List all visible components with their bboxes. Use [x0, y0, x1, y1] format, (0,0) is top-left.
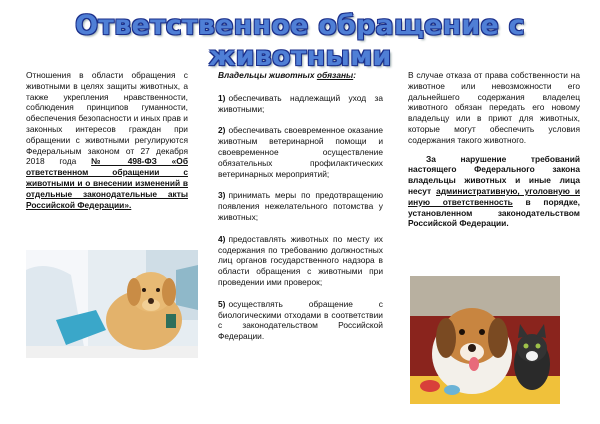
- duty-item: 2) обеспечивать своевременное оказание животным ветеринарной помощи и своевременное осуществление обязательных профилактических ветеринарных мероприятий;: [218, 125, 383, 179]
- vet-dog-photo: [26, 250, 198, 358]
- duties-heading-emph: обязаны: [316, 70, 354, 80]
- owner-duties-column: [218, 70, 383, 353]
- duties-heading-prefix: Владельцы животных: [218, 70, 317, 80]
- penalty-text: За нарушение требований настоящего Федерального закона владельцы животных и иные лица несут административную, уголовную и иную ответственность в порядке, установленном законодательством Российской Федерации.: [408, 153, 580, 229]
- penalty-types: административную, уголовную и иную ответственность: [408, 185, 580, 207]
- page-title: Ответственное обращение с животными: [75, 10, 525, 72]
- intro-text: [26, 70, 188, 210]
- duties-heading: [218, 70, 383, 81]
- law-reference: № 498-ФЗ «Об ответственном обращении с животными и о внесении изменений в отдельные законодательные акты Российской Федерации».: [26, 156, 188, 210]
- duties-heading-suffix: :: [353, 70, 356, 80]
- duty-item: 3) принимать меры по предотвращению появления нежелательного потомства у животных;: [218, 190, 383, 222]
- duty-item: 5) осуществлять обращение с биологическими отходами в соответствии с законодательством Российской Федерации.: [218, 298, 383, 342]
- refusal-text: В случае отказа от права собственности на животное или невозможности его дальнейшего содержания владелец животного обязан передать его новому владельцу или в приют для животных, которые могут обеспечить условия содержания такого животного.: [408, 70, 580, 145]
- intro-column: [26, 70, 188, 210]
- intro-body: Отношения в области обращения с животными в целях защиты животных, а также укрепления нравственности, соблюдения принципов гуманности, обеспечения безопасности и иных прав и законных интересов граждан при обращении с животными регулируются Федеральным законом от 27 декабря 2018 года: [26, 70, 188, 167]
- duty-item: 1) обеспечивать надлежащий уход за животными;: [218, 92, 383, 114]
- duty-item: 4) предоставлять животных по месту их содержания по требованию должностных лиц органов государственного надзора в области обращения с животными при проведении ими проверок;: [218, 233, 383, 287]
- refusal-column: [408, 70, 580, 229]
- puppy-kitten-photo: [410, 276, 560, 404]
